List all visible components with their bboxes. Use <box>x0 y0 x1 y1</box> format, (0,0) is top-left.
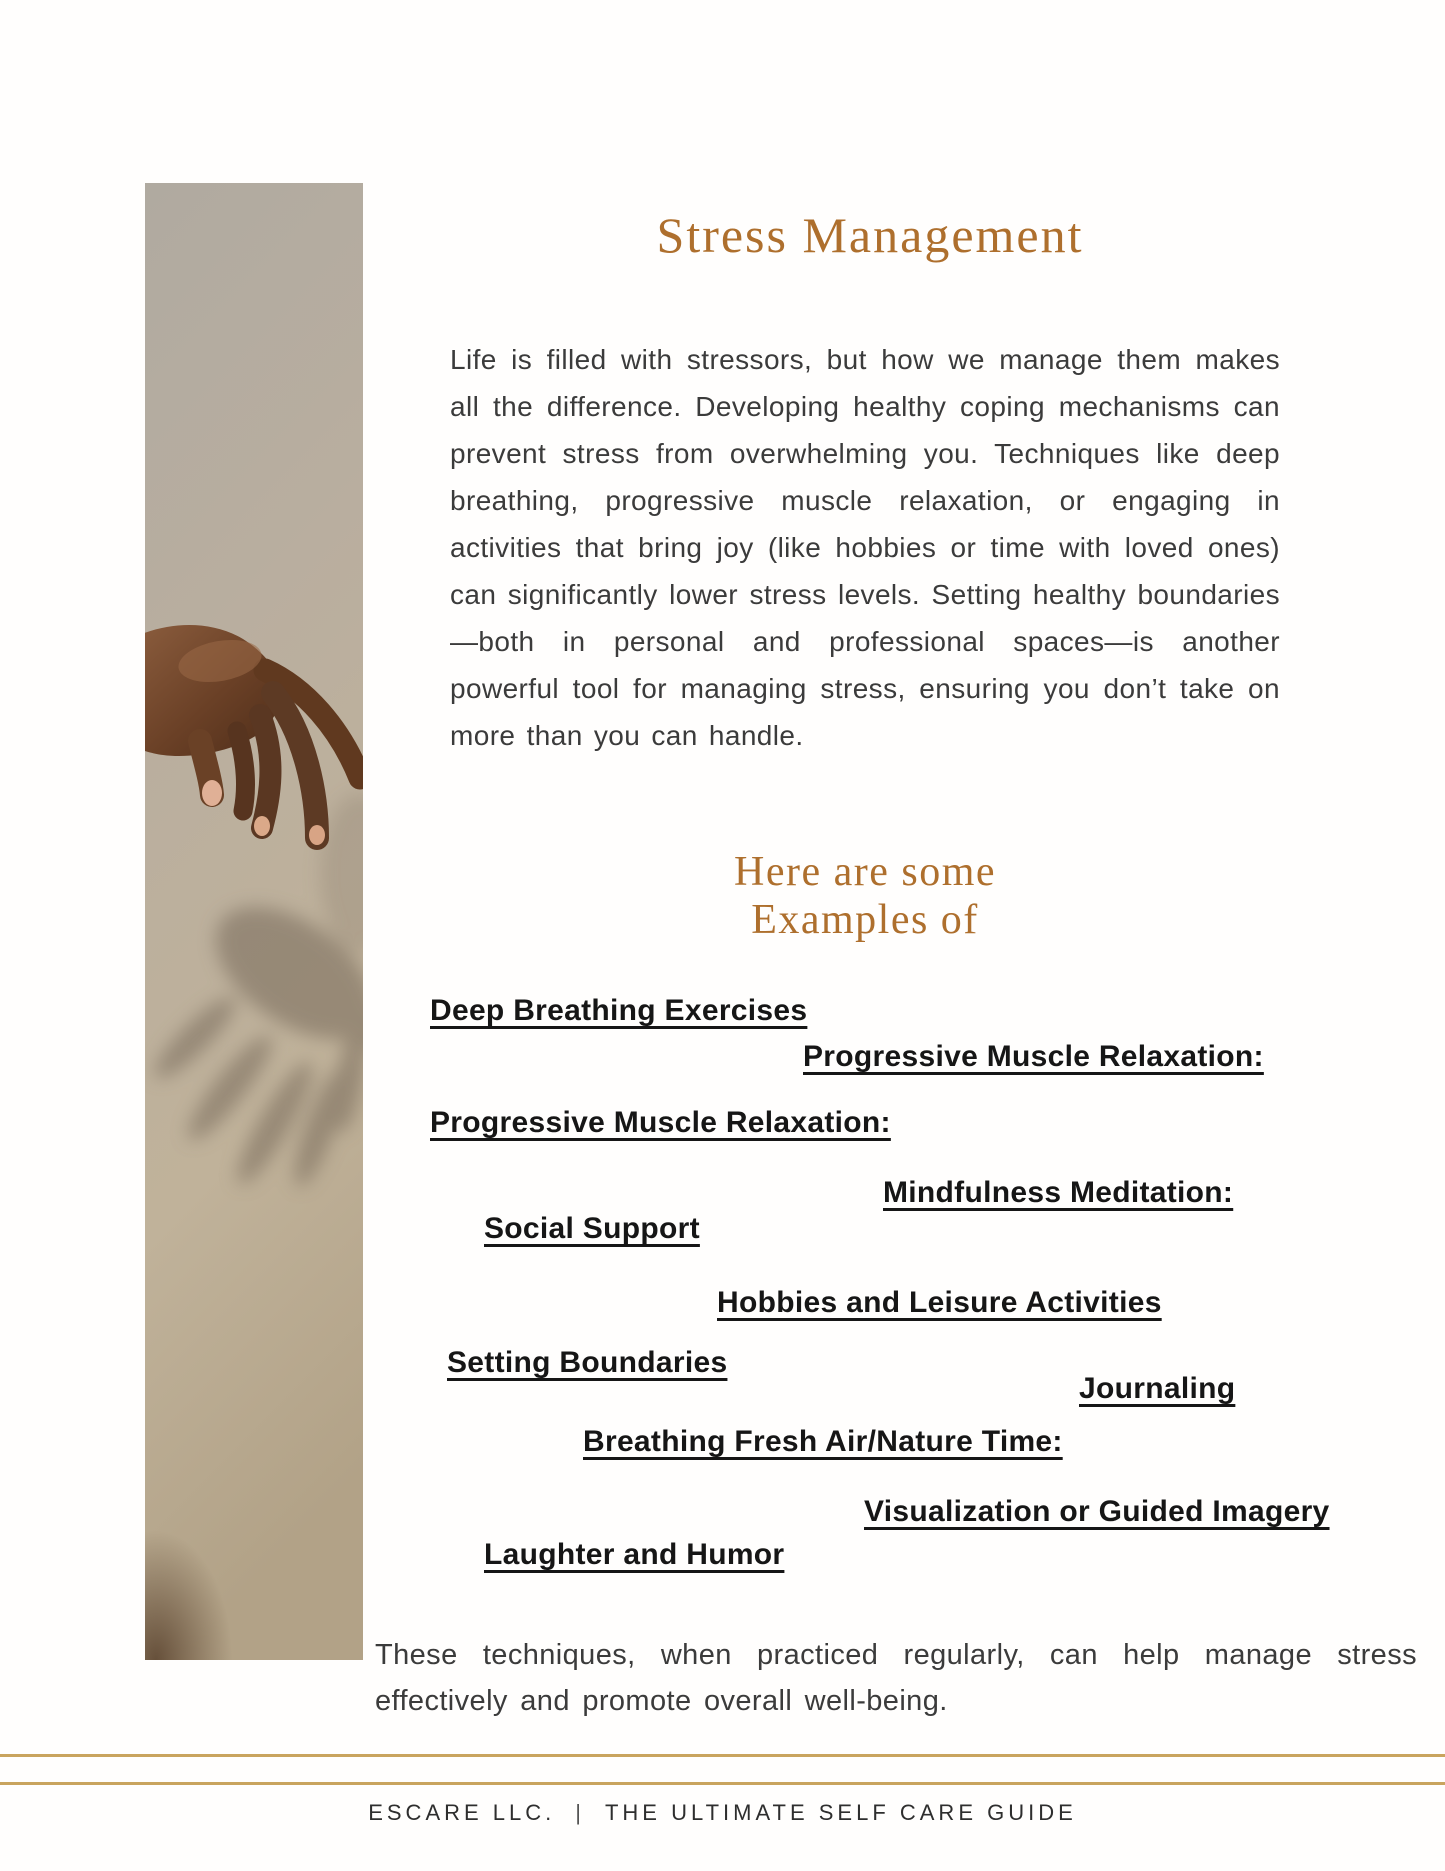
technique-label-journaling: Journaling <box>1079 1372 1236 1405</box>
technique-label-deep-breathing: Deep Breathing Exercises <box>430 994 808 1027</box>
examples-heading <box>450 848 1280 944</box>
footer <box>0 1800 1445 1826</box>
intro-paragraph: Life is filled with stressors, but how we manage them makes all the difference. Developing healthy coping mechanisms can prevent stress from overwhelming you. Techniques like deep breathing, progressive muscle relaxation, or engaging in activities that bring joy (like hobbies or time with loved ones) can significantly lower stress levels. Setting healthy boundaries—both in personal and professional spaces—is another powerful tool for managing stress, ensuring you don’t take on more than you can handle. <box>450 344 1280 751</box>
gold-rule-bottom <box>0 1782 1445 1785</box>
closing-paragraph: These techniques, when practiced regularly, can help manage stress effectively and promote overall well-being. <box>375 1639 1417 1717</box>
technique-label-setting-boundaries: Setting Boundaries <box>447 1346 728 1379</box>
gold-rule-top <box>0 1754 1445 1757</box>
technique-label-hobbies: Hobbies and Leisure Activities <box>717 1286 1162 1319</box>
technique-label-social-support: Social Support <box>484 1212 700 1245</box>
technique-label-progressive-muscle-1: Progressive Muscle Relaxation: <box>803 1040 1264 1073</box>
footer-separator: | <box>575 1800 585 1825</box>
technique-label-mindfulness: Mindfulness Meditation: <box>883 1176 1234 1209</box>
examples-heading-line2: Examples of <box>751 897 979 943</box>
hand-photo-illustration <box>145 183 363 1660</box>
footer-brand: ESCARE LLC. <box>368 1800 556 1825</box>
examples-heading-line1: Here are some <box>733 849 997 895</box>
technique-label-fresh-air: Breathing Fresh Air/Nature Time: <box>583 1425 1063 1458</box>
reaching-hand-photo <box>145 183 363 1660</box>
technique-label-progressive-muscle-2: Progressive Muscle Relaxation: <box>430 1106 891 1139</box>
technique-label-visualization: Visualization or Guided Imagery <box>864 1495 1330 1528</box>
footer-tagline: THE ULTIMATE SELF CARE GUIDE <box>604 1800 1077 1825</box>
technique-label-laughter: Laughter and Humor <box>484 1538 785 1571</box>
page-title: Stress Management <box>656 207 1084 263</box>
